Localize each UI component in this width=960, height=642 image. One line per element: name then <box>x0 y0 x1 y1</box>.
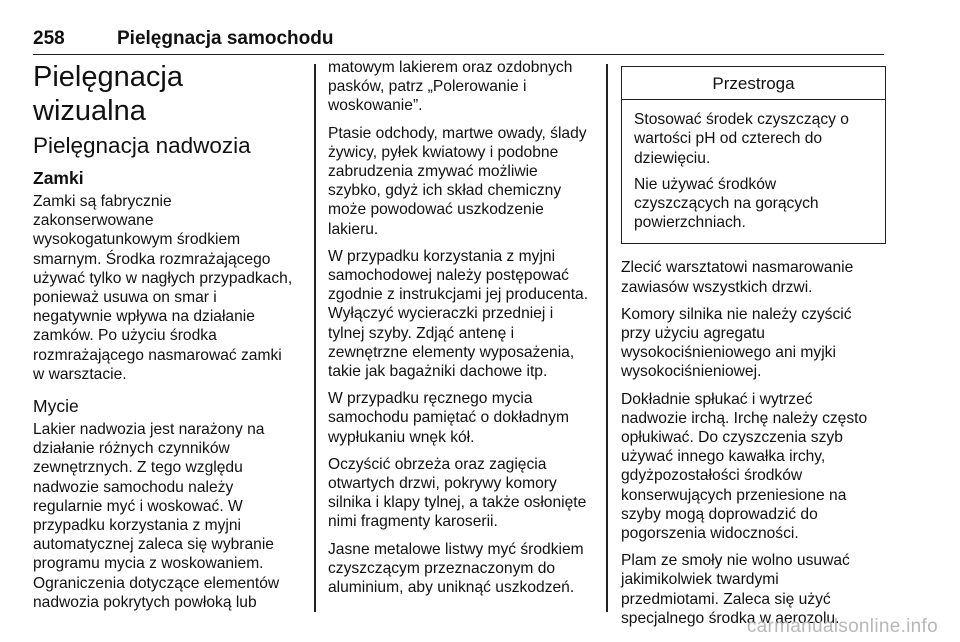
page-number: 258 <box>33 28 65 49</box>
paragraph-mycie: Lakier nadwozia jest narażony na działanie różnych czynników zewnętrznych. Z tego względu nadwozie samochodu należy regularnie myć i woskować. W przypadku korzystania z myjni automatycznej zaleca się wybranie programu mycia z woskowaniem. Ograniczenia dotyczące elementów nadwozia pokrytych powłoką lub <box>33 421 280 611</box>
page-header <box>33 22 884 55</box>
warning-body <box>622 100 885 243</box>
chapter-title: Pielęgnacja samochodu <box>117 28 334 49</box>
column-left <box>33 58 303 620</box>
column-divider <box>606 64 608 612</box>
column-middle <box>328 58 598 605</box>
paragraph: Ptasie odchody, martwe owady, ślady żywicy, pyłek kwiatowy i podobne zabrudzenia zmywać możliwie szybko, gdyż ich skład chemiczny może powodować uszkodzenie lakieru. <box>328 124 587 238</box>
paragraph: Komory silnika nie należy czyścić przy użyciu agregatu wysokociśnieniowego ani myjki wysokociśnieniowej. <box>621 305 852 381</box>
watermark: carmanualsonline.info <box>746 616 938 637</box>
paragraph: Oczyścić obrzeża oraz zagięcia otwartych drzwi, pokrywy komory silnika i klapy tylnej, a także osłonięte nimi fragmenty karoserii. <box>328 455 587 531</box>
paragraph-zamki: Zamki są fabrycznie zakonserwowane wysokogatunkowym środkiem smarnym. Środka rozmrażającego używać tylko w nagłych przypadkach, ponieważ usuwa on smar i negatywnie wpływa na działanie zamków. Po użyciu środka rozmrażającego nasmarować zamki w warsztacie. <box>33 193 293 383</box>
paragraph: W przypadku ręcznego mycia samochodu pamiętać o dokładnym wypłukaniu wnęk kół. <box>328 390 569 446</box>
warning-paragraph: Stosować środek czyszczący o wartości pH od czterech do dziewięciu. <box>634 111 849 167</box>
warning-box <box>621 66 886 244</box>
subsection-title: Pielęgnacja nadwozia <box>33 133 251 158</box>
paragraph: W przypadku korzystania z myjni samochodowej należy postępować zgodnie z instrukcjami jej producenta. Wyłączyć wycieraczki przedniej i tylnej szyby. Zdjąć antenę i zewnętrzne elementy wyposażenia, takie jak bagażniki dachowe itp. <box>328 247 589 381</box>
paragraph: Zlecić warsztatowi nasmarowanie zawiasów wszystkich drzwi. <box>621 259 854 296</box>
column-right <box>621 58 886 636</box>
paragraph: Plam ze smoły nie wolno usuwać jakimikolwiek twardymi przedmiotami. Zaleca się użyć specjalnego środka w aerozolu. <box>621 552 850 627</box>
section-title: Pielęgnacja wizualna <box>33 61 183 127</box>
heading-mycie: Mycie <box>33 396 79 417</box>
paragraph: Dokładnie spłukać i wytrzeć nadwozie irchą. Irchę należy często opłukiwać. Do czyszczenia szyb używać innego kawałka irchy, gdyżpozostałości środków konserwujących przeniesione na szyby mogą doprowadzić do pogorszenia widoczności. <box>621 390 868 543</box>
paragraph: matowym lakierem oraz ozdobnych pasków, patrz „Polerowanie i woskowanie”. <box>328 59 573 115</box>
paragraph: Jasne metalowe listwy myć środkiem czyszczącym przeznaczonym do aluminium, aby uniknąć uszkodzeń. <box>328 540 584 597</box>
column-divider <box>314 64 316 612</box>
warning-title: Przestroga <box>622 67 885 100</box>
warning-paragraph: Nie używać środków czyszczących na gorących powierzchniach. <box>634 175 819 232</box>
heading-zamki: Zamki <box>33 168 84 188</box>
